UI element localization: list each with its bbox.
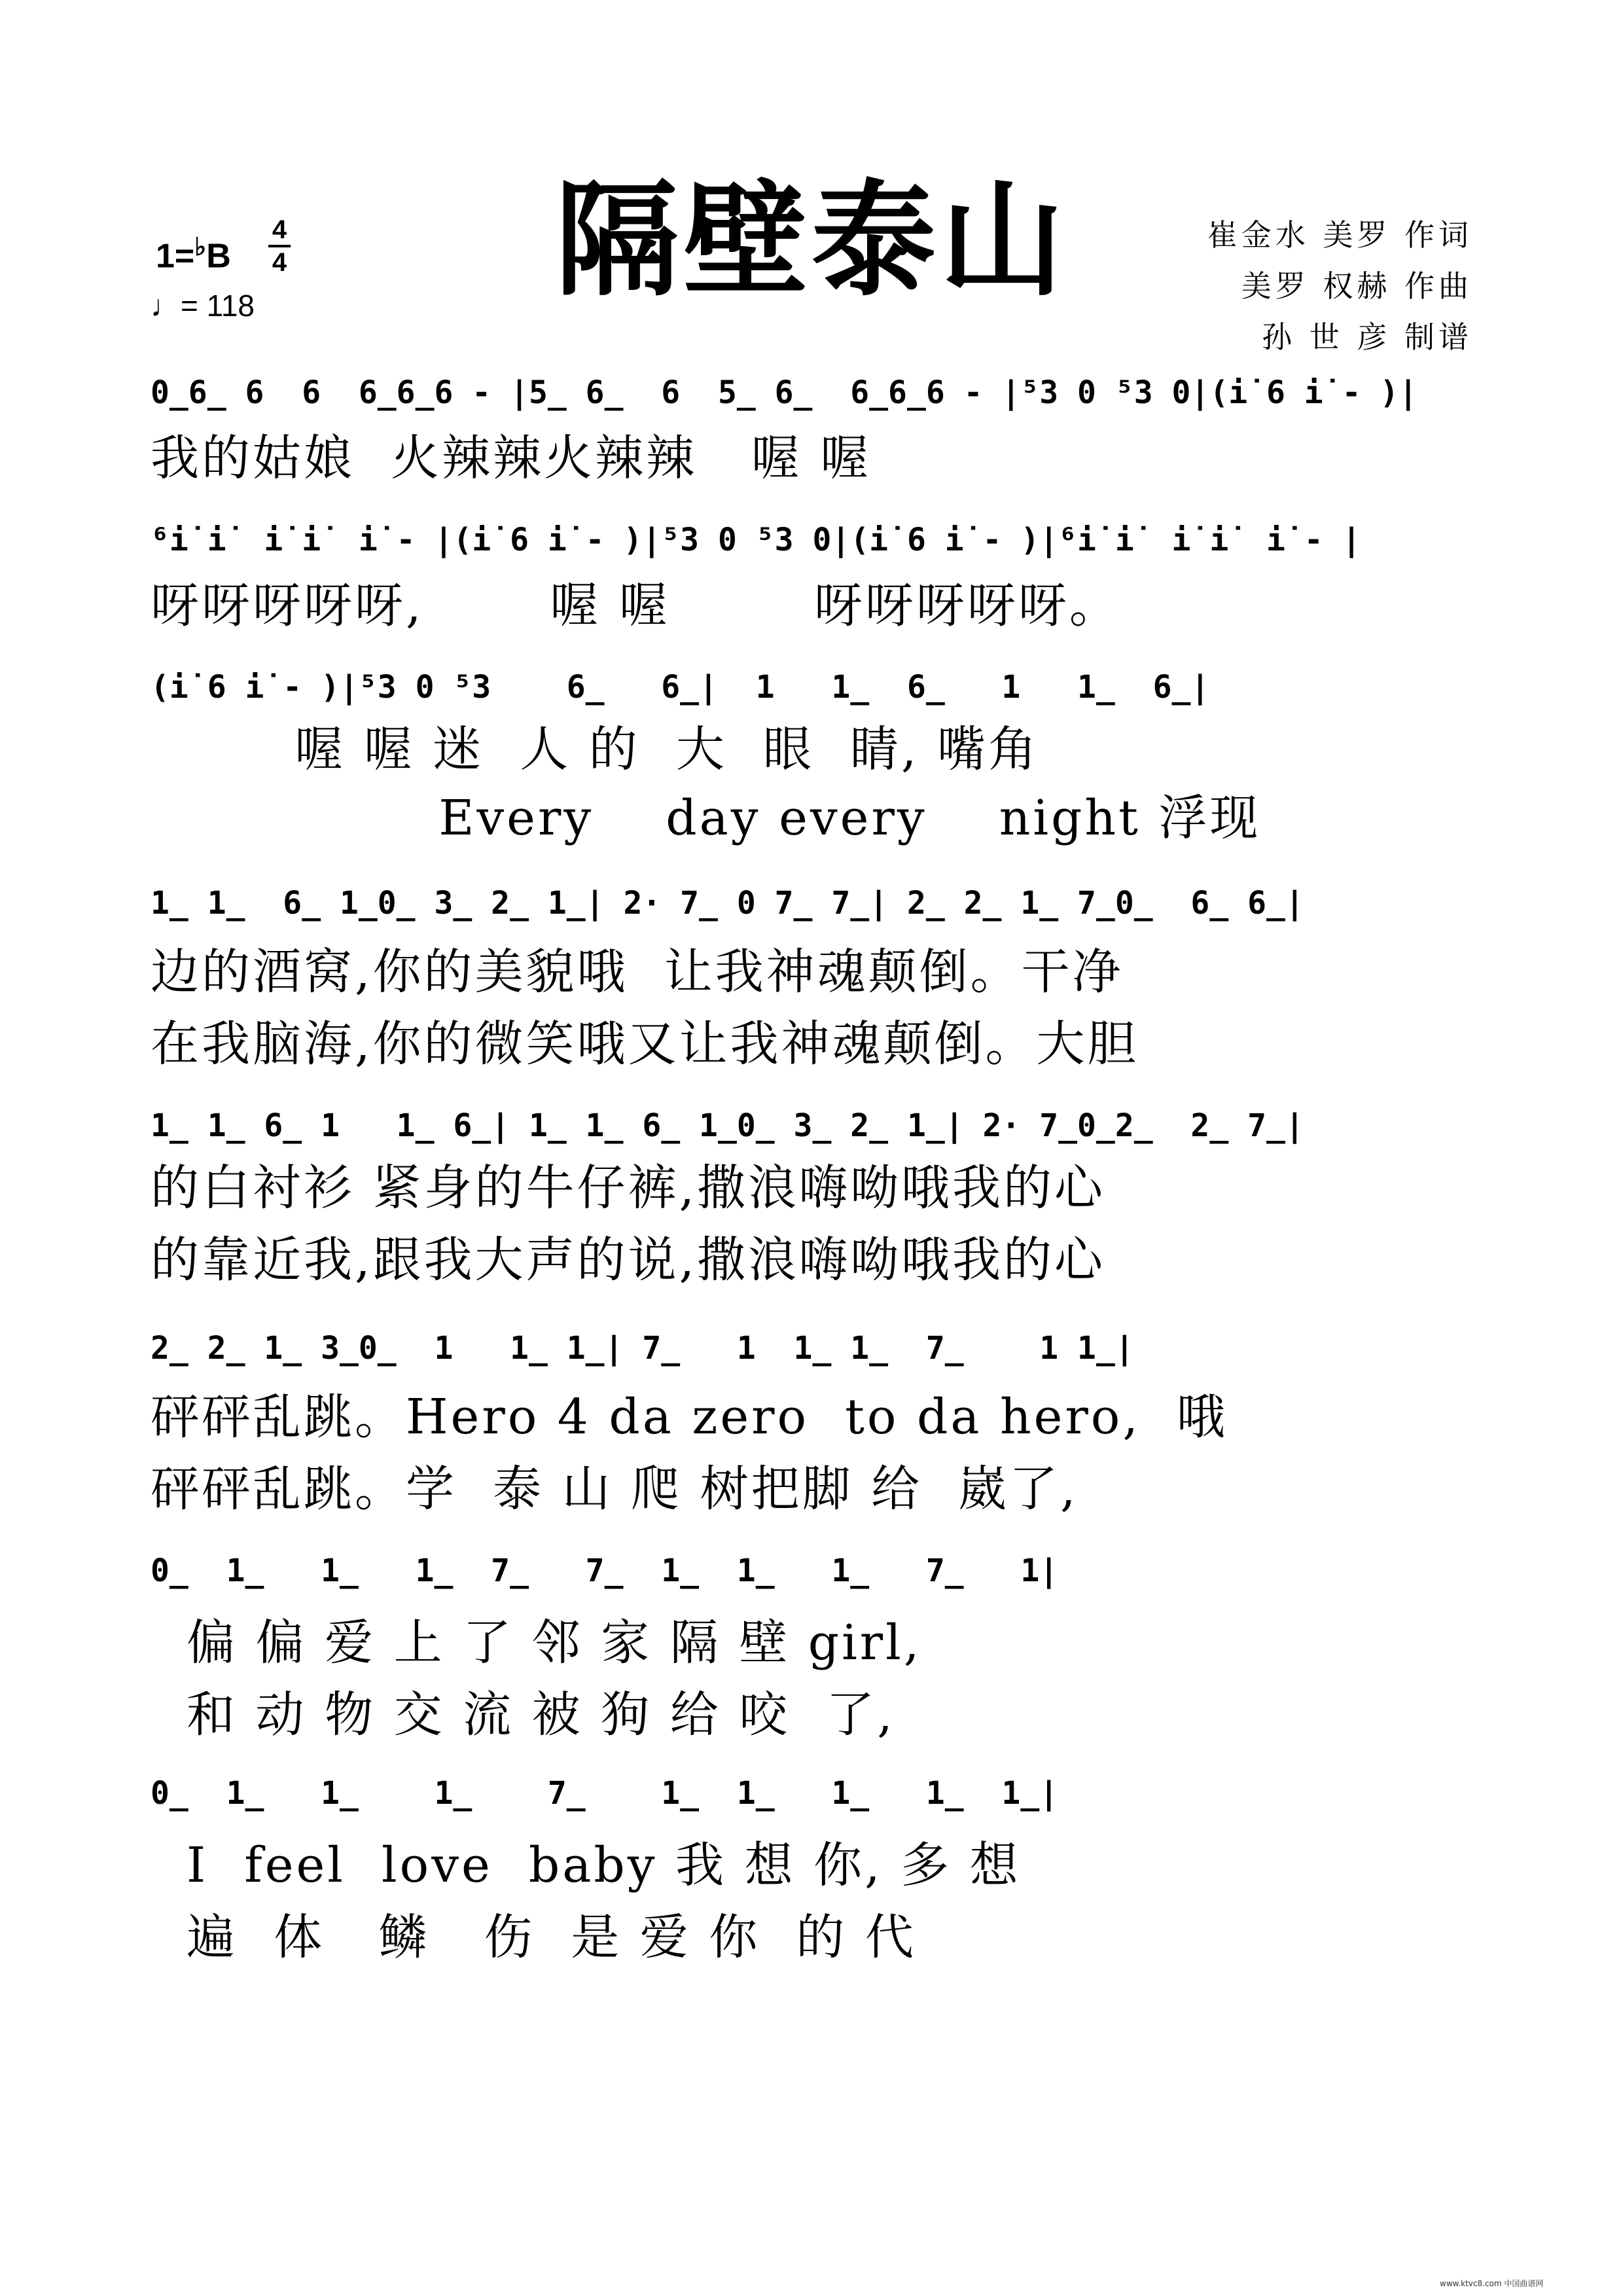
lyric-line-7b: 和 动 物 交 流 被 狗 给 咬 了,	[151, 1687, 895, 1743]
lyric-line-6a: 砰砰乱跳。Hero 4 da zero to da hero, 哦	[151, 1389, 1228, 1445]
composer-credit: 美罗 权赫 作曲	[1241, 268, 1472, 304]
song-title: 隔壁泰山	[554, 167, 1068, 313]
lyric-line-2a: 呀呀呀呀呀, 喔 喔 呀呀呀呀呀。	[151, 577, 1120, 634]
tempo-value: = 118	[181, 289, 255, 323]
tempo-marking	[151, 288, 255, 323]
key-signature	[156, 232, 231, 276]
lyric-line-5a: 的白衬衫 紧身的牛仔裤,撒浪嗨呦哦我的心	[151, 1160, 1106, 1216]
lyric-line-7a: 偏 偏 爱 上 了 邻 家 隔 壁 girl,	[151, 1615, 922, 1671]
notation-line-3: (i̇ 6 i̇ - )|⁵3 0 ⁵3 6̲ 6̲| 1 1̲ 6̲ 1 1̲ 6̲|	[151, 669, 1210, 706]
quarter-note-icon: ♩	[151, 289, 181, 323]
lyricist-credit: 崔金水 美罗 作词	[1207, 217, 1472, 253]
notation-line-6: 2̲ 2̲ 1̲ 3̲0̲ 1 1̲ 1̲| 7̲ 1 1̲ 1̲ 7̲ 1 1̲|	[151, 1330, 1134, 1367]
lyric-line-3a: 喔 喔 迷 人 的 大 眼 睛, 嘴角	[151, 721, 1039, 778]
lyric-line-4a: 边的酒窝,你的美貌哦 让我神魂颠倒。干净	[151, 944, 1124, 1000]
site-watermark: www.ktvc8.com 中国曲谱网	[1440, 2279, 1544, 2288]
notation-line-5: 1̲ 1̲ 6̲ 1 1̲ 6̲| 1̲ 1̲ 6̲ 1̲0̲ 3̲ 2̲ 1̲| 2· 7̲0̲2̲ 2̲ 7̲|	[151, 1107, 1304, 1144]
credits	[1207, 209, 1472, 363]
flat-icon: ♭	[194, 234, 207, 261]
time-signature	[268, 216, 291, 276]
lyric-line-3b: Every day every night 浮现	[151, 790, 1261, 846]
key-note: B	[206, 237, 231, 276]
lyric-line-5b: 的靠近我,跟我大声的说,撒浪嗨呦哦我的心	[151, 1232, 1106, 1288]
time-top: 4	[272, 215, 287, 244]
notation-line-8: 0̲ 1̲ 1̲ 1̲ 7̲ 1̲ 1̲ 1̲ 1̲ 1̲|	[151, 1775, 1059, 1812]
lyric-line-6b: 砰砰乱跳。学 泰 山 爬 树把脚 给 崴了,	[151, 1461, 1079, 1517]
notation-line-1: 0̲6̲ 6 6 6̲6̲6 - |5̲ 6̲ 6 5̲ 6̲ 6̲6̲6 - |⁵3 0 ⁵3 0|(i̇ 6 i̇ - )|	[151, 374, 1418, 411]
time-bottom: 4	[272, 248, 287, 277]
notation-line-2: ⁶i̇ i̇ i̇ i̇ i̇ - |(i̇ 6 i̇ - )|⁵3 0 ⁵3 0|(i̇ 6 i̇ - )|⁶i̇ i̇ i̇ i̇ i̇ - |	[151, 522, 1361, 558]
time-divider	[268, 245, 291, 247]
arranger-credit: 孙 世 彦 制谱	[1262, 319, 1472, 355]
notation-line-7: 0̲ 1̲ 1̲ 1̲ 7̲ 7̲ 1̲ 1̲ 1̲ 7̲ 1|	[151, 1552, 1059, 1589]
lyric-line-8b: 遍 体 鳞 伤 是 爱 你 的 代	[151, 1909, 916, 1965]
key-prefix: 1=	[156, 237, 195, 276]
notation-line-4: 1̲ 1̲ 6̲ 1̲0̲ 3̲ 2̲ 1̲| 2· 7̲ 0 7̲ 7̲| 2̲ 2̲ 1̲ 7̲0̲ 6̲ 6̲|	[151, 885, 1304, 922]
lyric-line-1a: 我的姑娘 火辣辣火辣辣 喔 喔	[151, 430, 872, 486]
lyric-line-4b: 在我脑海,你的微笑哦又让我神魂颠倒。大胆	[151, 1016, 1139, 1072]
lyric-line-8a: I feel love baby 我 想 你, 多 想	[151, 1837, 1021, 1893]
